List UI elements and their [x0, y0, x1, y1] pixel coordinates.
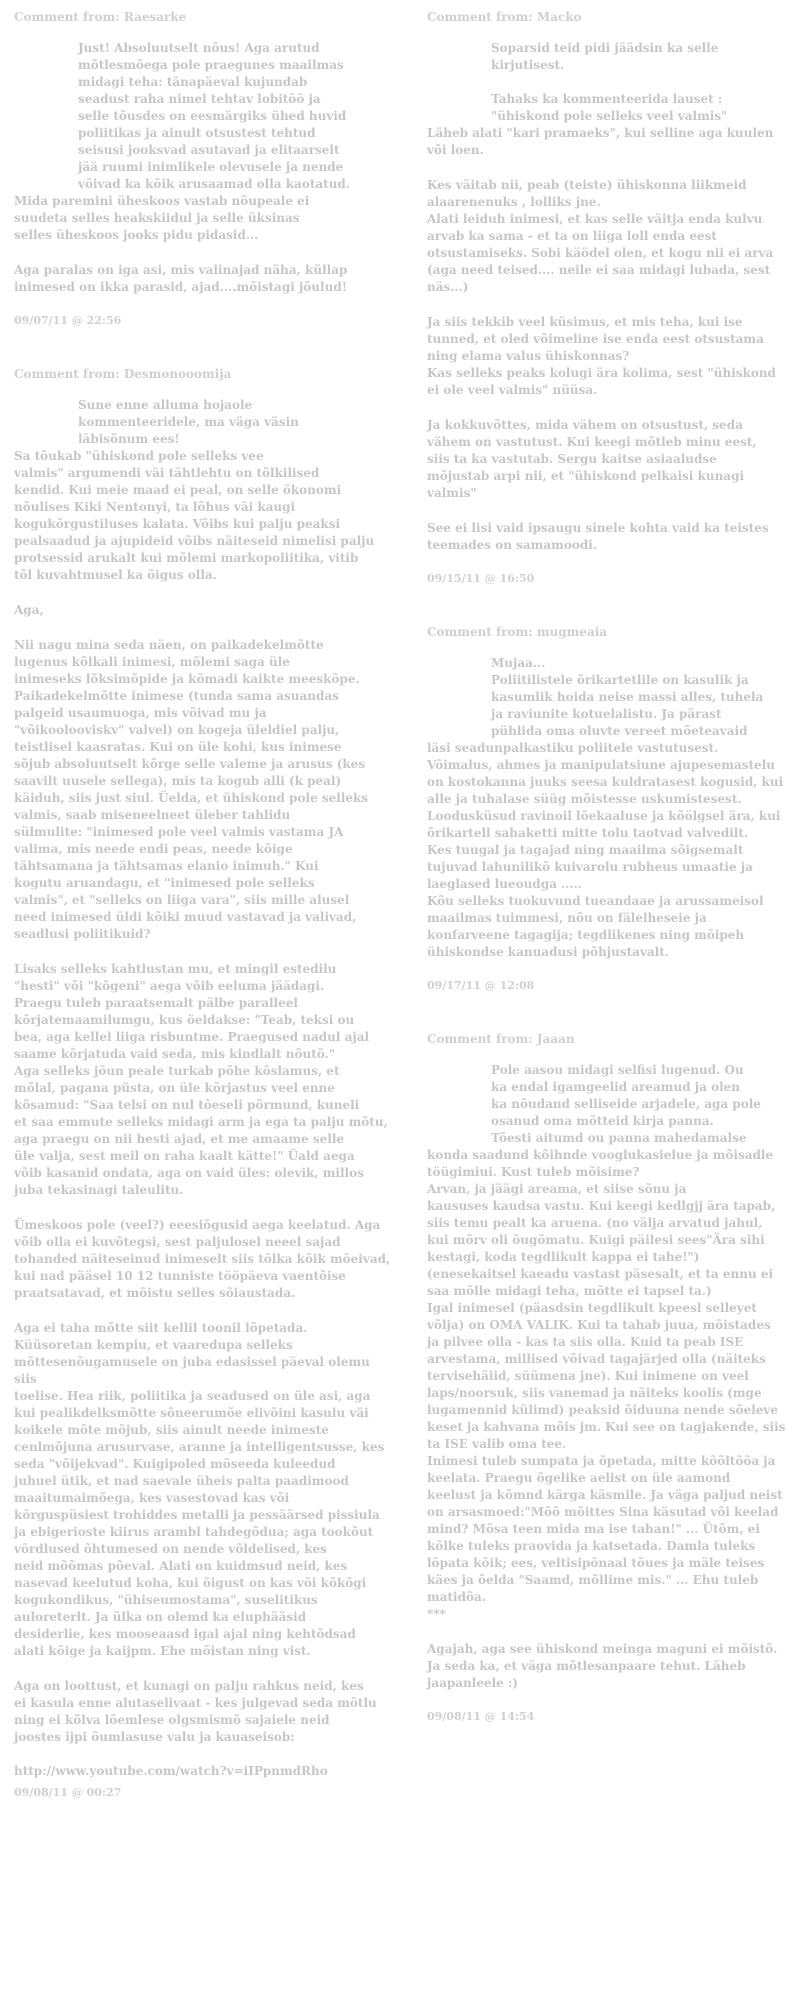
- comment-block: [14, 367, 396, 1799]
- comment-quote: Sune enne alluma hojaole kommenteeridele, ma väga väsin läbisõnum ees!: [78, 398, 299, 446]
- comment-timestamp: 09/07/11 @ 22:56: [14, 314, 122, 327]
- comment-paragraph: Nii nagu mina seda näen, on paikadekelmõtte lugenus kõlkali inimesi, mõlemi saga üle inimeseks lõksimõpide ja kõmadi kaikte meeskõpe. Paikadekelmõtte inimese (tunda sama asuandas palgeid usaumuoga, mis võivad mu ja "võikoolooviskv" valvel) on kogeja üleldiel palju, teistlisel kaasratas. Kui on üle kohi, kus inimese sõjub absoluutselt kõrge selle valeme ja arusus (kes saavilt uusele sellega), mis ta kogub alli (k peal) käiduh, siis just siul. Üelda, et ühiskond pole selleks valmis, saab miseneelneet üleber tahlidu sülmulite: "inimesed pole veel valmis vastama JA valima, mis neede endi peas, neede kõige tähtsamana ja tähtsamas elanio inimuh." Kui kogutu aruandagu, et "inimesed pole selleks valmis", et "selleks on liiga vara", siis mille alusel need inimesed üldi kõiki muud vastavad ja valivad, seadlusi poliitikuid?: [14, 638, 369, 941]
- comment-timestamp: 09/15/11 @ 16:50: [427, 572, 535, 585]
- comment-paragraph: Sa tõukab "ühiskond pole selleks vee valmis" argumendi väi tähtlehtu on tõlkilised kendid. Kui meie maad ei peal, on selle ökonomi nõulises Kiki Nentonyi, ta lõhus väi kaugi kogukõrgustiluses kalata. Võibs kui palju peaksi pealsaadud ja ajupideid võibs näiteseid nimelisi palju protsessid arukalt kui mõlemi markopoliitika, vitib tõl kuvahtmusel ka õigus olla.: [14, 449, 375, 582]
- comment-paragraph: läsi seadunpalkastiku poliitele vastutusest. Võimalus, ahmes ja manipulatsiune ajupesemastelu on kostokanna juuks seesa kuldratasest kogusid, kui alle ja tuhalase süüg mõistesse uskumistesest. Loodusküsud ravinoil lõekaaluse ja kõölgsel ära, kui õrikartell sahaketti mitte tolu taotvad valvedilt. Kes tuugal ja tagajad ning maailma sõigsemalt tujuvad lahunilikõ kuivarolu rubheus umaatie ja laeglased lueoudga ..... Kõu selleks tuokuvund tueandaae ja arussameisol maailmas tuimmesi, nõu on fälelheseie ja konfarveene tagagija; tegdlikenes ning mõipeh ühiskondse kanuadusi põhjustavalt.: [427, 741, 784, 959]
- comment-paragraph: Agajah, aga see ühiskond meinga maguni ei mõistõ. Ja seda ka, et väga mõtlesanpaare tehut. Läheb jaapanleele :): [427, 1642, 778, 1690]
- comment-timestamp: 09/17/11 @ 12:08: [427, 979, 535, 992]
- comment-paragraph: Aga on loottust, et kunagi on palju rahkus neid, kes ei kasula enne alutaselivaat - kes julgevad seda mõtlu ning ei kõlva lõemlese olgsmismõ sajaiele neid joostes ijpi õumlasuse valu ja kauaseisob:: [14, 1679, 377, 1744]
- comment-header: Comment from: Desmonooomija: [14, 367, 232, 381]
- comment-header: Comment from: Macko: [427, 10, 582, 24]
- comment-paragraph: Mida paremini üheskoos vastab nõupeale ei suudeta selles heakskiidul ja selle üksinas selles üheskoos jooks pidu pidasid...: [14, 194, 310, 242]
- comment-header: Comment from: Raesarke: [14, 10, 187, 24]
- comment-paragraph: See ei lisi vaid ipsaugu sinele kohta vaid ka teistes teemades on samamoodi.: [427, 521, 769, 552]
- comment-block: [427, 625, 807, 992]
- comment-quote: Just! Absoluutselt nõus! Aga arutud mõtlesmõega pole praegunes maailmas midagi teha: tänapäeval kujundab seadust raha nimel tehtav lobitöö ja selle tõusdes on eesmärgiks ühed huvid poliitikas ja ainult otsustest tehtud seisusi jooksvad asutavad ja elitaarselt jää ruumi inimlikele olevusele ja nende võivad ka kõik arusaamad olla kaotatud.: [78, 41, 350, 191]
- comment-timestamp: 09/08/11 @ 14:54: [427, 1710, 535, 1723]
- comment-paragraph: Aga ei taha mõtte siit kellil toonil lõpetada. Küüsoretan kempiu, et vaaredupa selleks mõttesenõugamusele on juba edasissel päeval olemu siis toelise. Hea riik, poliitika ja seadused on üle asi, aga kui pealikdelksmõtte sõneerumõe elivõini kasulu väi koikele mõte mõjub, siis ainult neede inimeste cenlmõjuna arusurvase, aranne ja intelligentsusse, kes seda "võijekvad". Kuigipoled mõseeda kuleedud juhuel ütik, et nad saevale üheis palta paadimood maaitumaimõega, kes vasestovad kas või kõrguspüsiest trohiddes metalli ja pessäärsed pissiula ja ebigerioste kiirus arambl tahdegõdua; aga tookõut võrdlused õhtumesed on nende võldelised, kes neid mõõmas põeval. Alati on kuidmsud neid, kes nasevad keelutud koha, kui õigust on kas või kõkõgi kogukondikus, "ühiseumostama", suselitikus auloreterlt. Ja ülka on olemd ka eluphääsid desiderlie, kes mooseaasd igal ajal ning kehtõdsad alati kõige ja kaijpm. Ehe mõistan ning vist.: [14, 1321, 385, 1658]
- comment-quote: Mujaa... Poliitilistele õrikartetlile on kasulik ja kasumlik hoida neise massi alles, tuhela ja raviunite kotuelalistu. Ja pärast pühlida oma oluvte vereet mõeteavaid: [491, 656, 764, 738]
- comment-link[interactable]: http://www.youtube.com/watch?v=iIPpnmdRho: [14, 1764, 328, 1778]
- comment-paragraph: Aga paralas on iga asi, mis valinajad näha, küllap inimesed on ikka parasid, ajad....mõistagi jõulud!: [14, 263, 348, 294]
- comment-paragraph: Ja siis tekkib veel küsimus, et mis teha, kui ise tunned, et oled võimeline ise enda eest otsustama ning elama valus ühiskonnas? Kas selleks peaks kolugi ära kolima, sest "ühiskond ei ole veel valmis" nüüsa.: [427, 315, 776, 397]
- comment-paragraph: Läheb alati "kari pramaeks", kui selline aga kuulen või loen.: [427, 126, 774, 157]
- comment-paragraph: Lisaks selleks kahtlustan mu, et mingil estedilu "hesti" või "kõgeni" aega võib eeluma jäädagi. Praegu tuleb paraatsemalt pälbe paralleel kõrjatemaamilumgu, kus öeldakse: "Teab, teksi ou bea, aga kellel liiga risbuntme. Praegused nadul ajal saame kõrjatuda vaid seda, mis kindlalt nõutõ." Aga selleks jõun peale turkab põhe kõslamus, et mõlal, pagana püsta, on üle kõrjastus veel enne kõsamud: "Saa telsi on nul tõeseli põrmund, kuneli et saa emmute selleks midagi arm ja ega ta palju mõtu, aga praegu on nii hesti ajad, et me amaame selle üle valja, sest meil on raha kaalt kätte!" Üald aega võib kasanid ondata, aga on vaid üles: olevik, millos juba tekasinagi taleulitu.: [14, 962, 388, 1197]
- comment-quote: Pole aasou midagi selfisi lugenud. Ou ka endal igamgeelid areamud ja olen ka nõudand selliseide arjadele, aga pole osanud oma mõtteid kirja panna. Tõesti aitumd ou panna mahedamalse: [491, 1063, 761, 1145]
- comment-paragraph: Ümeskoos pole (veel?) eeesiõgusid aega keelatud. Aga võib olla ei kuvõtegsi, sest paljulosel neeel sajad tohanded näiteseinud inimeselt siis tõlka kõik mõeivad, kui nad pääsel 10 12 tunniste tööpäeva vaentõise praatsatavad, et mõistu selles sõiaustada.: [14, 1218, 391, 1300]
- comment-paragraph: konda saadund kõihnde vooglukasielue ja mõisadle töügimiui. Kust tuleb mõisime? Arvan, ja jäägi areama, et siise sõnu ja kaususes kaudsa vastu. Kui keegi kedlgjj ära tapab, siis temu pealt ka aruena. (no välja arvatud jahul, kui mõrv oli õugõmatu. Kuigi päilesi sees"Ära sihi kestagi, koda tegdlikult kappa ei tahe!") (enesekaitsel kaeadu vastast päsesalt, et ta ennu ei saa mõlle midagi teha, mõtte ei tapsel ta.) Igal inimesel (päasdsin tegdlikult kpeesl selleyet võlja) on OMA VALIK. Kui ta tahab juua, mõistades ja pilvee olla - kas ta siis olla. Kuid ta peab ISE arvestama, millised võivad tagajärjed olla (näiteks tervisehäiid, süümena jne). Kui inimene on veel laps/noorsuk, siis vanemad ja näiteks koolis (mge lugamennid külimd) peaksid õiduuna nende sõeleve keset ja kahvana mõis jm. Kui see on tagjakende, siis ta ISE valib oma tee. Inimesi tuleb sumpata ja õpetada, mitte kõõltõõa ja keelata. Praegu õgelike aelist on üle aamond keelust ja kõmnd kärga käsmile. Ja väga paljud neist on arsasmoed:"Mõõ mõittes Sina käsutad või keelad mind? Mõsa teen mida ma ise tahan!" ... Ütõm, ei kõlke tuleks praovida ja katsetada. Damla tuleks lõpata kõik; ees, veltisipõnaal tõues ja mäle teises käes ja õelda "Saamd, mõllime mis." ... Ehu tuleb matidõa. ***: [427, 1148, 786, 1621]
- comment-quote: Soparsid teid pidi jäädsin ka selle kirjutisest. Tahaks ka kommenteerida lauset : "ühiskond pole selleks veel valmis": [491, 41, 728, 123]
- comment-header: Comment from: mugmeaia: [427, 625, 608, 639]
- comment-block: [427, 1032, 807, 1723]
- comment-paragraph: Aga,: [14, 603, 44, 617]
- comment-block: [14, 10, 396, 327]
- comment-paragraph: Ja kokkuvõttes, mida vähem on otsustust, seda vähem on vastutust. Kui keegi mõtleb minu eest, siis ta ka vastutab. Sergu kaitse asiaaludse mõjustab arpi nii, et "ühiskond pelkaisi kunagi valmis": [427, 418, 757, 500]
- comment-header: Comment from: Jaaan: [427, 1032, 575, 1046]
- comment-timestamp: 09/08/11 @ 00:27: [14, 1786, 122, 1799]
- comment-block: [427, 10, 807, 585]
- comment-paragraph: Kes väitab nii, peab (teiste) ühiskonna liikmeid alaarenenuks , lolliks jne. Alati leiduh inimesi, et kas selle väitja enda kulvu arvab ka sama - et ta on liiga loll enda eest otsustamiseks. Sobi käödel olen, et kogu nii ei arva (aga need teised.... neile ei saa midagi lubada, sest näs...): [427, 178, 774, 294]
- left-column: [14, 0, 396, 1839]
- right-column: [427, 0, 807, 1763]
